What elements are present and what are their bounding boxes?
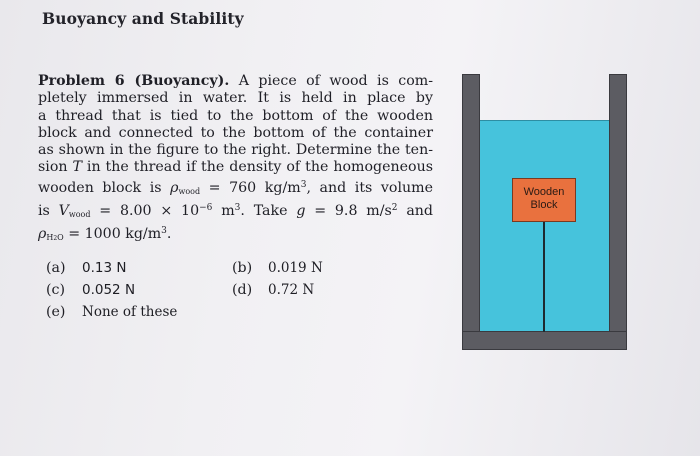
container-left-wall [462,74,480,334]
problem-label: Problem 6 (Buoyancy). [38,73,230,89]
wooden-block [512,178,576,222]
choice-b[interactable]: (b) 0.019 N [232,260,323,276]
container-bottom [462,331,627,350]
problem-line-8: is $V_{wood} = 8.00 \times 10^{-6}$ $m^3$. Take g = 9.8 $m/s^2$ and [38,203,434,220]
page-header: Buoyancy and Stability [42,9,244,28]
choice-c[interactable]: (c) 0.052 N [46,282,136,298]
problem-line-5: as shown in the figure to the right. Determine the ten- [38,142,433,159]
tension-symbol: T [72,159,82,176]
gravity-symbol: g [296,203,306,220]
block-label-line-1: Wooden [523,186,565,198]
water-density-symbol: ρ [38,226,47,243]
problem-line-2: pletely immersed in water. It is held in place by [38,90,433,107]
problem-line-7: wooden block is $\rho_{wood} = 760$ $kg/m^3$, and its volume [38,179,433,196]
choice-d[interactable]: (d) 0.72 N [232,282,315,298]
choice-a[interactable]: (a) 0.13 N [46,260,127,276]
block-label-line-2: Block [530,199,558,211]
problem-line-1: Problem 6 (Buoyancy). A piece of wood is com- [38,73,434,89]
problem-line-3: a thread that is tied to the bottom of the wooden [38,107,433,124]
problem-line-9: $\rho_{H2O} = 1000$ $kg/m^3$. [38,226,172,243]
volume-symbol: V [58,203,69,220]
container-right-wall [609,74,627,334]
thread [543,222,545,332]
container-figure [458,74,630,352]
problem-line-6: sion T in the thread if the density of the homogeneous [38,159,433,176]
problem-line-4: block and connected to the bottom of the container [38,124,433,141]
choice-e[interactable]: (e) None of these [46,304,178,320]
density-symbol: ρ [170,179,179,196]
problem-statement [38,73,433,248]
